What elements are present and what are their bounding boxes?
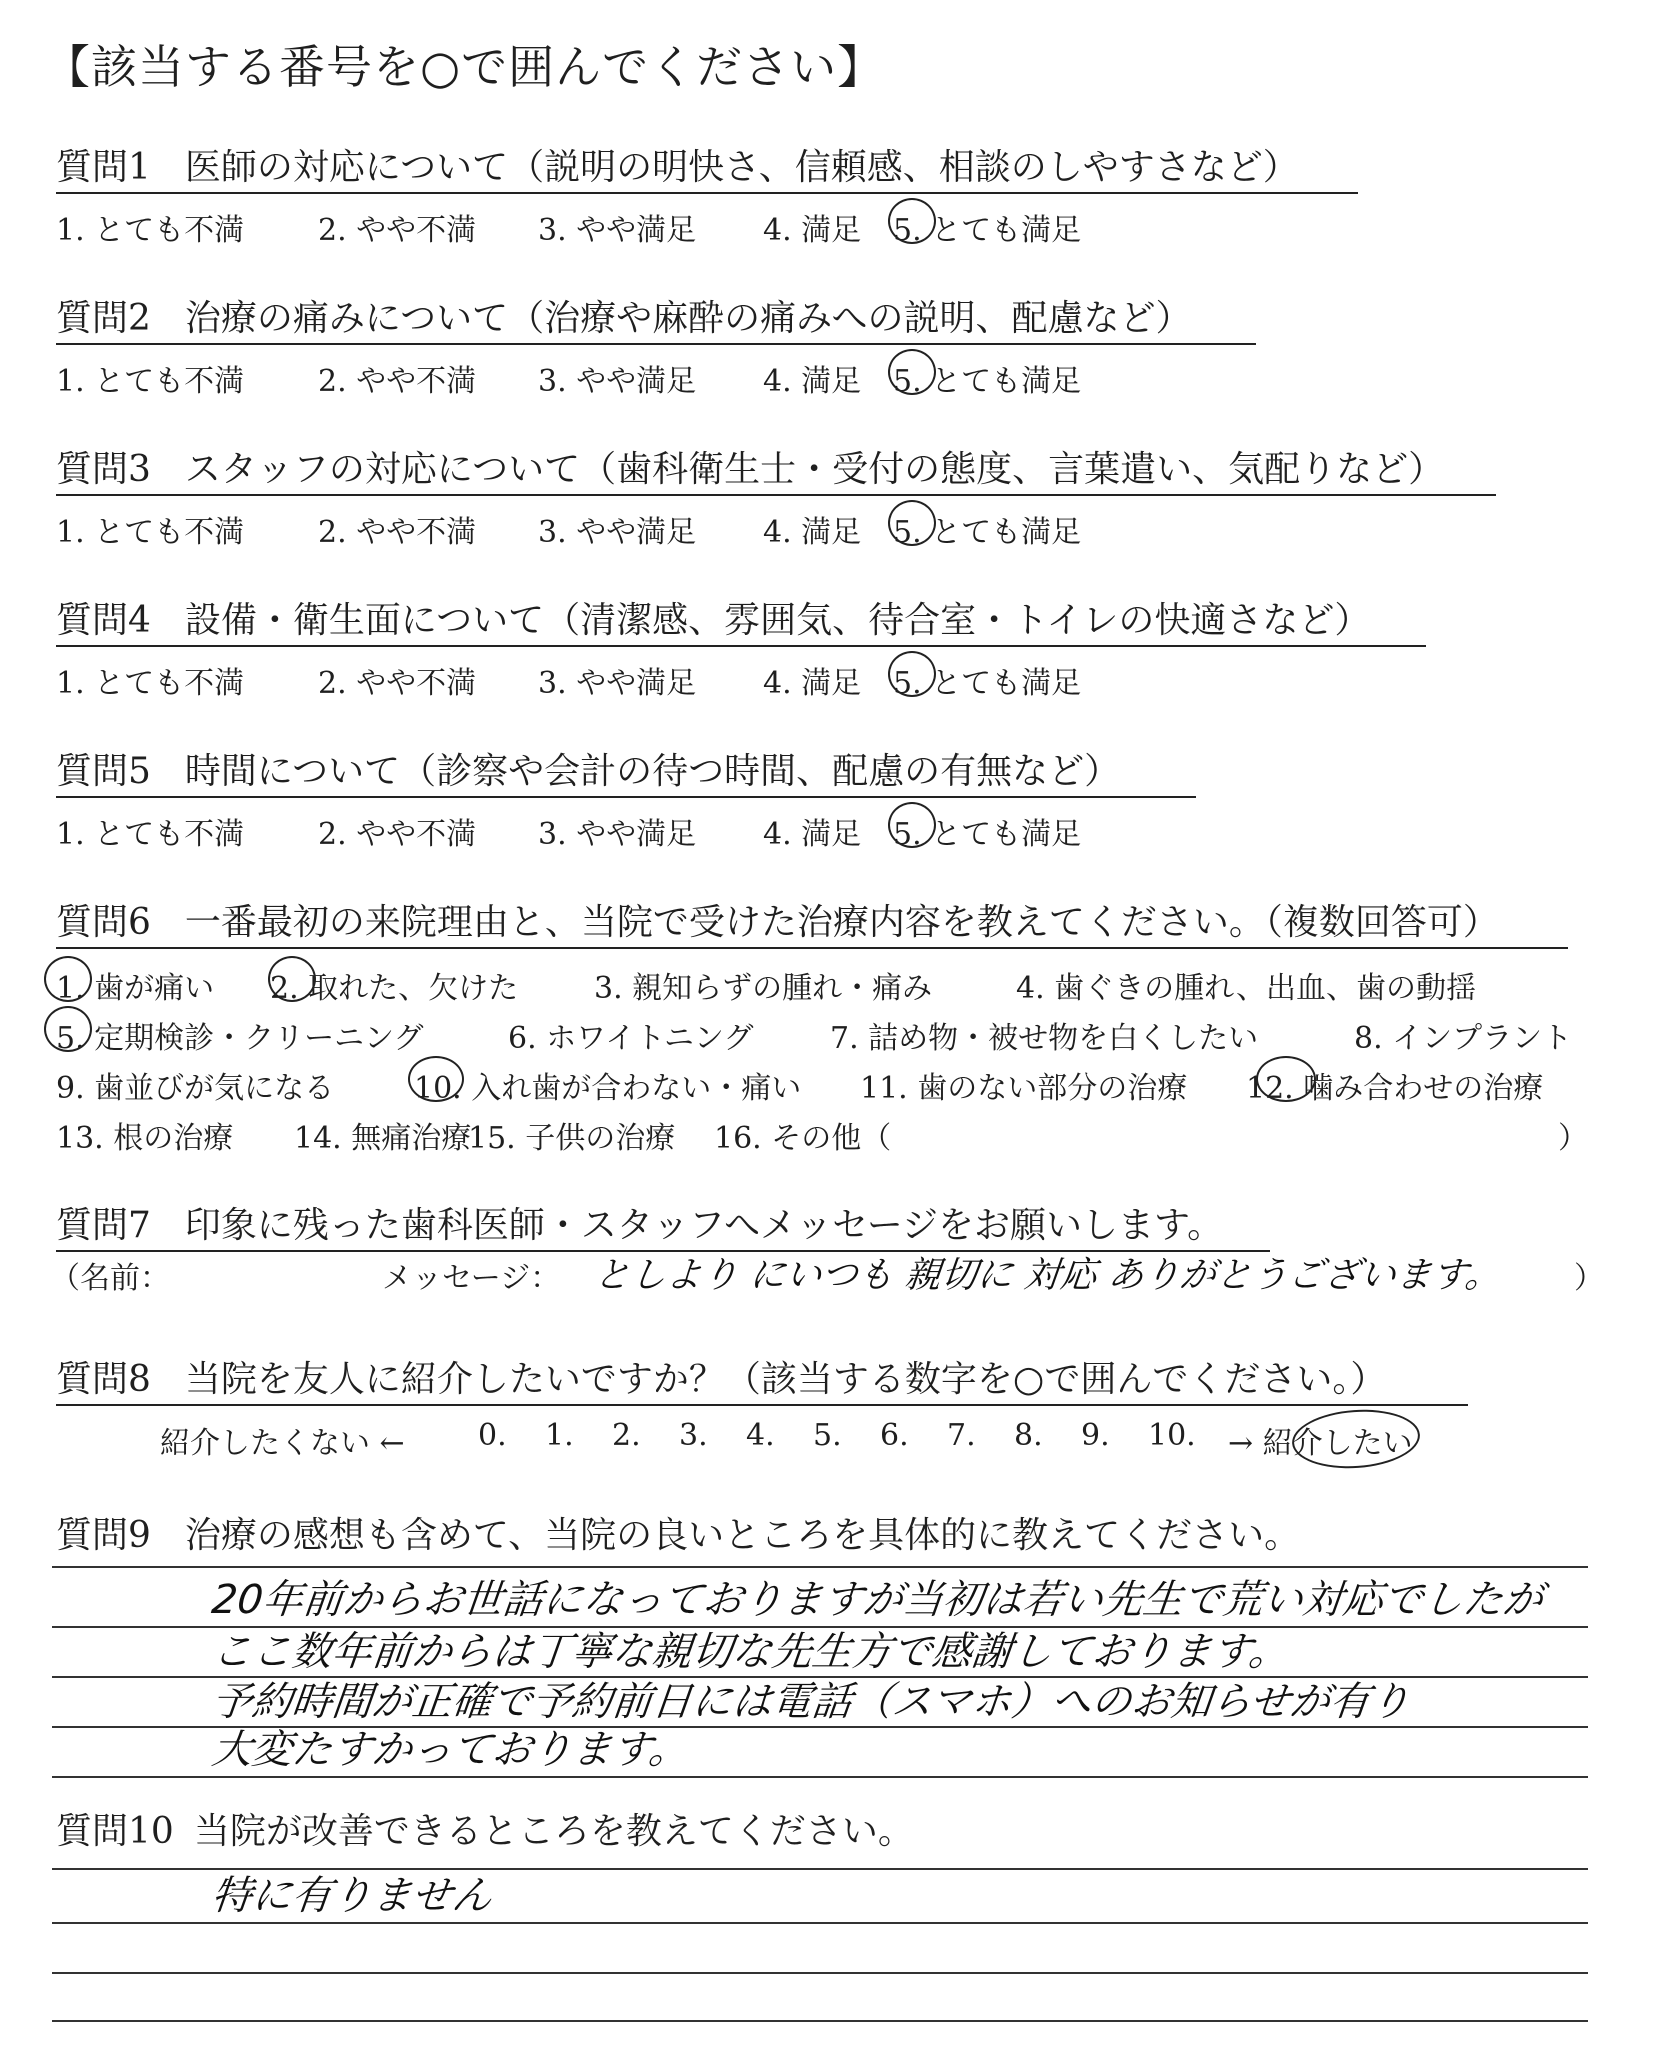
reason-option[interactable]: 2. 取れた、欠けた <box>270 971 519 1006</box>
selection-circle <box>1290 1406 1422 1473</box>
name-label: （名前： <box>50 1261 170 1296</box>
option-3[interactable]: 3. やや満足 <box>538 817 697 852</box>
option-1[interactable]: 1. とても不満 <box>56 666 245 701</box>
option-2[interactable]: 2. やや不満 <box>318 817 477 852</box>
reason-option[interactable]: 4. 歯ぐきの腫れ、出血、歯の動揺 <box>1016 971 1476 1006</box>
option-4[interactable]: 4. 満足 <box>763 817 862 852</box>
q10-answer-line-1[interactable]: 特に有りません <box>209 1873 495 1919</box>
selection-circle <box>888 349 936 395</box>
option-2[interactable]: 2. やや不満 <box>318 515 477 550</box>
selection-circle <box>44 1006 92 1052</box>
reason-option[interactable]: 3. 親知らずの腫れ・痛み <box>594 971 933 1006</box>
answer-line <box>52 1922 1588 1924</box>
message-label: メッセージ： <box>382 1261 561 1296</box>
question-7-text: 印象に残った歯科医師・スタッフへメッセージをお願いします。 <box>184 1205 1224 1246</box>
question-6-label: 質問6 <box>56 902 151 943</box>
answer-line <box>52 1676 1588 1678</box>
q9-answer-line-4[interactable]: 大変たすかっております。 <box>209 1727 692 1773</box>
question-8-label: 質問8 <box>56 1359 151 1400</box>
answer-line <box>52 1566 1588 1568</box>
scale-value[interactable]: 7. <box>947 1418 976 1453</box>
option-4[interactable]: 4. 満足 <box>763 515 862 550</box>
q9-answer-line-2[interactable]: ここ数年前からは丁寧な親切な先生方で感謝しております。 <box>209 1629 1292 1675</box>
question-6-text: 一番最初の来院理由と、当院で受けた治療内容を教えてください。（複数回答可） <box>184 902 1499 943</box>
question-6-row-2 <box>56 1013 1572 1057</box>
page-title: 【該当する番号を○で囲んでください】 <box>44 40 885 94</box>
reason-option[interactable]: 9. 歯並びが気になる <box>56 1071 335 1106</box>
answer-line <box>52 1972 1588 1974</box>
question-4-label: 質問4 <box>56 600 151 641</box>
question-4-text: 設備・衛生面について（清潔感、雰囲気、待合室・トイレの快適さなど） <box>184 600 1371 641</box>
option-5[interactable]: 5. とても満足 <box>893 666 1082 701</box>
q9-answer-line-3[interactable]: 予約時間が正確で予約前日には電話（スマホ）へのお知らせが有り <box>209 1679 1413 1725</box>
reason-option[interactable]: 10. 入れ歯が合わない・痛い <box>414 1071 802 1106</box>
message-close-paren: ） <box>1574 1261 1604 1296</box>
question-5 <box>56 751 1121 792</box>
question-3-text: スタッフの対応について（歯科衛生士・受付の態度、言葉遣い、気配りなど） <box>184 449 1445 490</box>
reason-option[interactable]: 5. 定期検診・クリーニング <box>56 1021 424 1056</box>
question-1-text: 医師の対応について（説明の明快さ、信頼感、相談のしやすさなど） <box>184 147 1299 188</box>
question-8-underline <box>56 1404 1468 1406</box>
scale-value[interactable]: 9. <box>1081 1418 1110 1453</box>
reason-option[interactable]: 13. 根の治療 <box>56 1121 234 1156</box>
selection-circle <box>888 500 936 546</box>
question-4-underline <box>56 645 1426 647</box>
q9-answer-line-1[interactable]: 20年前からお世話になっておりますが当初は若い先生で荒い対応でしたが <box>209 1577 1546 1623</box>
option-2[interactable]: 2. やや不満 <box>318 213 477 248</box>
reason-option[interactable]: 1. 歯が痛い <box>56 971 215 1006</box>
question-6-row-3 <box>56 1063 1543 1107</box>
question-3-underline <box>56 494 1496 496</box>
scale-right-label[interactable]: → 紹介したい <box>1228 1426 1413 1461</box>
question-9-label: 質問9 <box>56 1515 151 1556</box>
question-9-text: 治療の感想も含めて、当院の良いところを具体的に教えてください。 <box>184 1515 1301 1556</box>
reason-option[interactable]: 15. 子供の治療 <box>468 1121 676 1156</box>
scale-value[interactable]: 3. <box>679 1418 708 1453</box>
scale-left-label: 紹介したくない ← <box>160 1426 405 1461</box>
reason-option[interactable]: 16. その他（ <box>714 1121 892 1156</box>
question-2-label: 質問2 <box>56 298 151 339</box>
question-8-text: 当院を友人に紹介したいですか？（該当する数字を○で囲んでください。） <box>184 1359 1387 1400</box>
scale-value[interactable]: 4. <box>746 1418 775 1453</box>
question-1 <box>56 147 1299 188</box>
scale-value[interactable]: 8. <box>1014 1418 1043 1453</box>
scale-value[interactable]: 5. <box>813 1418 842 1453</box>
scale-value[interactable]: 0. <box>478 1418 507 1453</box>
option-1[interactable]: 1. とても不満 <box>56 213 245 248</box>
question-10-label: 質問10 <box>56 1811 174 1852</box>
selection-circle <box>888 651 936 697</box>
answer-line <box>52 2020 1588 2022</box>
option-2[interactable]: 2. やや不満 <box>318 364 477 399</box>
question-5-text: 時間について（診察や会計の待つ時間、配慮の有無など） <box>184 751 1121 792</box>
question-8 <box>56 1359 1387 1400</box>
reason-option[interactable]: 8. インプラント <box>1354 1021 1573 1056</box>
option-5[interactable]: 5. とても満足 <box>893 213 1082 248</box>
option-3[interactable]: 3. やや満足 <box>538 666 697 701</box>
question-6-row-4 <box>56 1113 1588 1157</box>
recommend-scale <box>160 1418 1413 1462</box>
message-field[interactable]: としより にいつも 親切に 対応 ありがとうございます。 <box>591 1255 1504 1296</box>
selection-circle <box>44 956 92 1002</box>
scale-value[interactable]: 2. <box>612 1418 641 1453</box>
option-4[interactable]: 4. 満足 <box>763 666 862 701</box>
reason-option[interactable]: 6. ホワイトニング <box>508 1021 754 1056</box>
option-5[interactable]: 5. とても満足 <box>893 817 1082 852</box>
option-2[interactable]: 2. やや不満 <box>318 666 477 701</box>
reason-option[interactable]: 14. 無痛治療 <box>294 1121 472 1156</box>
question-6 <box>56 902 1499 943</box>
question-10 <box>56 1811 914 1852</box>
question-6-underline <box>56 947 1568 949</box>
selection-circle <box>888 802 936 848</box>
option-5[interactable]: 5. とても満足 <box>893 364 1082 399</box>
option-5[interactable]: 5. とても満足 <box>893 515 1082 550</box>
question-2-text: 治療の痛みについて（治療や麻酔の痛みへの説明、配慮など） <box>184 298 1192 339</box>
reason-option[interactable]: 12. 噛み合わせの治療 <box>1246 1071 1544 1106</box>
question-5-label: 質問5 <box>56 751 151 792</box>
option-4[interactable]: 4. 満足 <box>763 364 862 399</box>
scale-value[interactable]: 6. <box>880 1418 909 1453</box>
question-1-label: 質問1 <box>56 147 151 188</box>
option-3[interactable]: 3. やや満足 <box>538 364 697 399</box>
question-3 <box>56 449 1445 490</box>
question-2 <box>56 298 1192 339</box>
question-9 <box>56 1515 1301 1556</box>
reason-other-close: ） <box>1558 1121 1588 1156</box>
scale-value[interactable]: 1. <box>545 1418 574 1453</box>
selection-circle <box>268 956 316 1002</box>
option-3[interactable]: 3. やや満足 <box>538 515 697 550</box>
answer-line <box>52 1776 1588 1778</box>
option-1[interactable]: 1. とても不満 <box>56 364 245 399</box>
question-7-underline <box>56 1250 1270 1252</box>
reason-option[interactable]: 7. 詰め物・被せ物を白くしたい <box>830 1021 1259 1056</box>
option-3[interactable]: 3. やや満足 <box>538 213 697 248</box>
reason-option[interactable]: 11. 歯のない部分の治療 <box>860 1071 1188 1106</box>
option-1[interactable]: 1. とても不満 <box>56 817 245 852</box>
scale-value[interactable]: 10. <box>1148 1418 1196 1453</box>
question-7 <box>56 1205 1224 1246</box>
answer-line <box>52 1868 1588 1870</box>
selection-circle <box>1256 1056 1316 1102</box>
answer-line <box>52 1626 1588 1628</box>
question-4 <box>56 600 1371 641</box>
question-7-label: 質問7 <box>56 1205 151 1246</box>
question-3-label: 質問3 <box>56 449 151 490</box>
question-5-underline <box>56 796 1196 798</box>
selection-circle <box>888 198 936 244</box>
option-4[interactable]: 4. 満足 <box>763 213 862 248</box>
question-10-text: 当院が改善できるところを教えてください。 <box>193 1811 914 1852</box>
selection-circle <box>408 1056 464 1102</box>
question-2-underline <box>56 343 1256 345</box>
option-1[interactable]: 1. とても不満 <box>56 515 245 550</box>
question-1-underline <box>56 192 1358 194</box>
